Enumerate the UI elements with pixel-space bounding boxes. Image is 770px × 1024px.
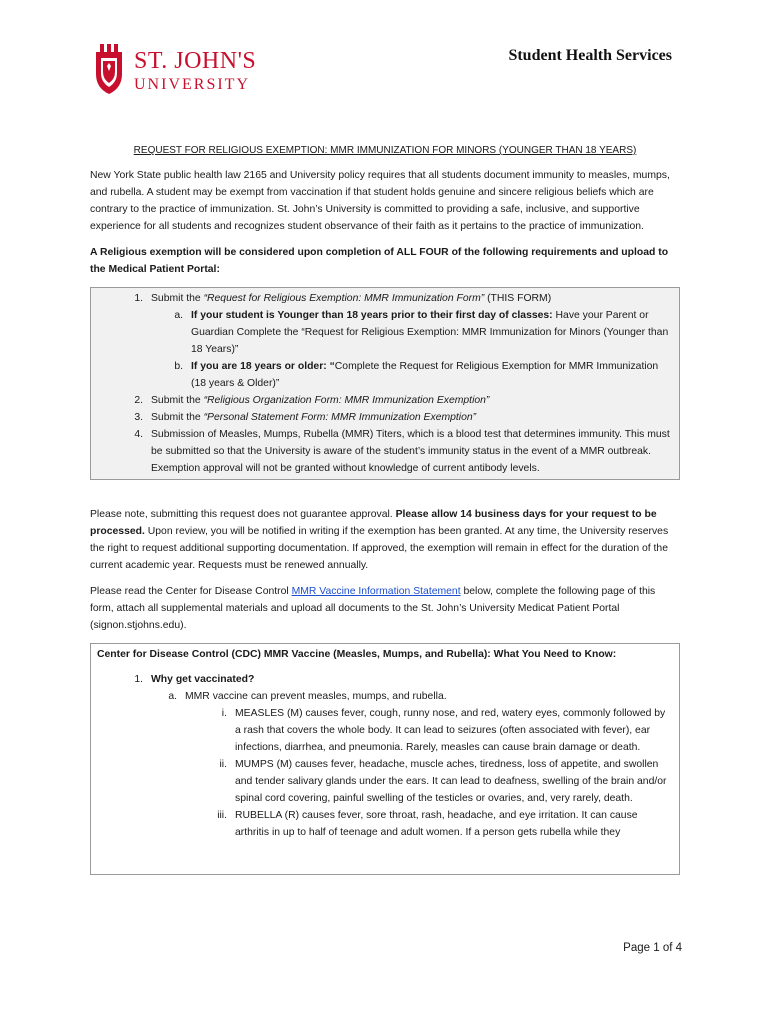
requirement-1 xyxy=(97,290,673,307)
requirement-1b xyxy=(97,358,673,392)
department-title: Student Health Services xyxy=(508,47,672,64)
requirement-text xyxy=(151,409,673,426)
subitem-bold: If you are 18 years or older: “ xyxy=(191,361,335,372)
measles-text: MEASLES (M) causes fever, cough, runny nose, and red, watery eyes, commonly followed by a rash that covers the whole body. It can lead to seizures (often associated with fever), ear infections, diarrhea, and pneumonia. Rarely, measles can cause brain damage or death. xyxy=(235,708,666,753)
cdc-question-1 xyxy=(97,671,673,688)
requirement-number: 4. xyxy=(134,429,143,440)
subitem-letter: b. xyxy=(174,361,183,372)
requirements-box xyxy=(90,287,680,480)
page-number: Page 1 of 4 xyxy=(623,942,682,954)
question-number: 1. xyxy=(134,674,143,685)
logo-wordmark-line1: ST. JOHN'S xyxy=(134,48,257,74)
read-body: below, complete the following page of this form, attach all supplemental materials and upload all documents to the St. John’s University Medicat Patient Portal (signon.stjohns.edu). xyxy=(90,586,656,631)
read-prefix: Please read the Center for Disease Control xyxy=(90,586,292,597)
requirement-4 xyxy=(97,426,673,477)
note-body: Upon review, you will be notified in writing if the exemption has been granted. At any time, the University reserves the right to request additional supporting documentation. If approved, the exemption will remain in effect for the duration of the current academic year. Requests must be renewed annually. xyxy=(90,526,669,571)
read-instructions xyxy=(90,583,680,634)
cdc-measles xyxy=(97,705,673,756)
university-logo xyxy=(90,44,260,100)
requirement-suffix: (THIS FORM) xyxy=(484,293,552,304)
requirement-3 xyxy=(97,409,673,426)
approval-note xyxy=(90,506,680,574)
shield-crest-icon xyxy=(90,44,128,96)
question-text: Why get vaccinated? xyxy=(151,674,255,685)
requirement-text xyxy=(151,392,673,409)
subitem-body: Complete the Request for Religious Exemption for MMR Immunization (18 years & Older)” xyxy=(191,361,659,389)
form-title: REQUEST FOR RELIGIOUS EXEMPTION: MMR IMMUNIZATION FOR MINORS (YOUNGER THAN 18 YEARS) xyxy=(133,145,637,156)
form-reference: “Request for Religious Exemption: MMR Immunization Form” xyxy=(203,293,485,304)
cdc-rubella xyxy=(97,807,673,841)
requirements-heading xyxy=(90,244,680,278)
cdc-heading: Center for Disease Control (CDC) MMR Vaccine (Measles, Mumps, and Rubella): What You Need to Know: xyxy=(97,649,617,660)
subitem-text xyxy=(191,307,673,358)
rubella-text: RUBELLA (R) causes fever, sore throat, rash, headache, and eye irritation. It can cause arthritis in up to half of teenage and adult women. If a person gets rubella while they xyxy=(235,810,638,838)
requirement-text: Submission of Measles, Mumps, Rubella (MMR) Titers, which is a blood test that determines immunity. This must be submitted so that the University is aware of the student’s immunity status in the event of a MMR outbreak. Exemption approval will not be granted without knowledge of current antibody levels. xyxy=(151,429,670,474)
roman-numeral: iii. xyxy=(217,810,227,821)
requirement-1a xyxy=(97,307,673,358)
note-bold: Please allow 14 business days for your request to be processed. xyxy=(90,509,657,537)
subitem-bold: If your student is Younger than 18 years prior to their first day of classes: xyxy=(191,310,553,321)
logo-wordmark-line2: UNIVERSITY xyxy=(134,76,250,93)
requirement-number: 3. xyxy=(134,412,143,423)
requirement-text xyxy=(151,290,673,307)
subitem-body: Have your Parent or Guardian Complete the “Request for Religious Exemption: MMR Immunization for Minors (Younger than 18 Years)” xyxy=(191,310,669,355)
intro-paragraph: New York State public health law 2165 and University policy requires that all students document immunity to measles, mumps, and rubella. A student may be exempt from vaccination if that student holds genuine and sincere religious beliefs which are contrary to the practice of immunization. St. John’s University is committed to providing a safe, inclusive, and supportive experience for all students and recognizes student observance of their faith as it pertains to the practice of immunization. xyxy=(90,170,670,232)
requirement-prefix: Submit the xyxy=(151,395,204,406)
requirement-prefix: Submit the xyxy=(151,293,204,304)
vaccine-statement-link[interactable]: MMR Vaccine Information Statement xyxy=(291,586,461,597)
requirement-2 xyxy=(97,392,673,409)
cdc-mumps xyxy=(97,756,673,807)
subitem-letter: a. xyxy=(174,310,183,321)
form-body xyxy=(90,142,680,875)
requirement-number: 2. xyxy=(134,395,143,406)
form-reference: “Personal Statement Form: MMR Immunization Exemption” xyxy=(203,412,477,423)
requirement-number: 1. xyxy=(134,293,143,304)
answer-letter: a. xyxy=(168,691,177,702)
roman-numeral: i. xyxy=(221,708,227,719)
requirements-heading-text: A Religious exemption will be considered upon completion of ALL FOUR of the following requirements and upload to the Medical Patient Portal: xyxy=(90,247,669,275)
requirement-prefix: Submit the xyxy=(151,412,204,423)
cdc-answer-a xyxy=(97,688,673,705)
roman-numeral: ii. xyxy=(219,759,227,770)
cdc-info-box xyxy=(90,643,680,875)
note-prefix: Please note, submitting this request does not guarantee approval. xyxy=(90,509,396,520)
form-reference: “Religious Organization Form: MMR Immunization Exemption” xyxy=(203,395,490,406)
subitem-text xyxy=(191,358,673,392)
answer-text: MMR vaccine can prevent measles, mumps, and rubella. xyxy=(185,691,447,702)
mumps-text: MUMPS (M) causes fever, headache, muscle aches, tiredness, loss of appetite, and swollen and tender salivary glands under the ears. It can lead to deafness, swelling of the brain and/or spinal cord covering, painful swelling of the testicles or ovaries, and, very rarely, death. xyxy=(235,759,667,804)
